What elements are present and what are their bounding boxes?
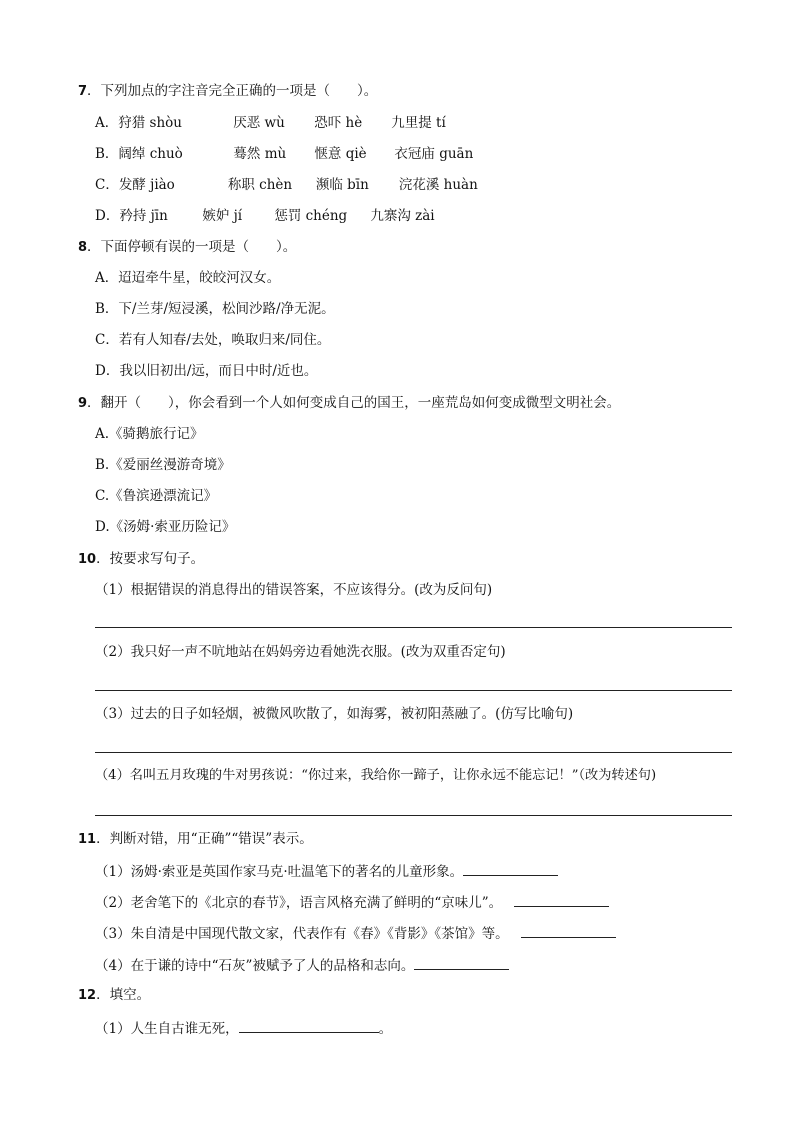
option-term: 九里提 tí	[391, 115, 446, 131]
question-text: ．按要求写句子。	[96, 551, 205, 567]
q8-option-c: C．若有人知春/去处，唤取归来/同住。	[95, 332, 331, 348]
question-7-stem	[78, 82, 377, 101]
question-12-stem	[78, 986, 150, 1005]
statement-text: （3）朱自清是中国现代散文家，代表作有《春》《背影》《茶馆》等。	[95, 926, 513, 942]
q8-option-a: A．迢迢牵牛星，皎皎河汉女。	[95, 270, 281, 286]
answer-blank[interactable]	[514, 892, 609, 907]
option-letter: A．	[95, 115, 119, 131]
question-number: 9	[78, 396, 88, 411]
statement-text: （2）老舍笔下的《北京的春节》，语言风格充满了鲜明的“京味儿”。	[95, 895, 507, 911]
option-letter: B．	[95, 146, 119, 162]
q7-option-d	[95, 207, 435, 225]
option-term: 矜持 jīn	[119, 208, 168, 224]
answer-blank[interactable]	[414, 955, 509, 970]
answer-blank[interactable]	[239, 1018, 379, 1033]
option-term: 发酵 jiào	[118, 177, 175, 193]
q11-item-1	[95, 861, 558, 881]
q9-option-a: A.《骑鹅旅行记》	[95, 426, 204, 442]
option-term: 九寨沟 zài	[370, 208, 435, 224]
option-term: 惩罚 chéng	[274, 208, 348, 224]
q10-item-2: （2）我只好一声不吭地站在妈妈旁边看她洗衣服。(改为双重否定句)	[95, 644, 506, 660]
q11-item-3	[95, 923, 616, 943]
option-term: 浣花溪 huàn	[398, 177, 478, 193]
question-9-stem	[78, 394, 620, 413]
q9-option-d: D.《汤姆·索亚历险记》	[95, 519, 236, 535]
option-term: 狩猎 shòu	[118, 115, 182, 131]
question-10-stem	[78, 550, 204, 569]
q11-item-4	[95, 955, 509, 975]
option-term: 惬意 qiè	[314, 146, 367, 162]
answer-line[interactable]	[95, 752, 732, 753]
answer-blank[interactable]	[463, 861, 558, 876]
q7-option-c	[95, 176, 478, 194]
question-8-stem	[78, 238, 296, 257]
option-letter: D．	[95, 208, 120, 224]
question-text: ．填空。	[96, 987, 151, 1003]
question-number: 10	[78, 552, 97, 567]
question-text: ．下列加点的字注音完全正确的一项是（ ）。	[87, 83, 378, 99]
option-term: 厌恶 wù	[233, 115, 285, 131]
answer-line[interactable]	[95, 627, 732, 628]
answer-blank[interactable]	[521, 923, 616, 938]
option-term: 濒临 bīn	[315, 177, 369, 193]
option-term: 衣冠庙 guān	[394, 146, 474, 162]
option-term: 称职 chèn	[227, 177, 293, 193]
question-number: 12	[78, 988, 97, 1003]
q10-item-4: （4）名叫五月玫瑰的牛对男孩说：“你过来，我给你一蹄子，让你永远不能忘记！”（改为转述句)	[95, 768, 657, 783]
q11-item-2	[95, 892, 609, 912]
option-term: 恐吓 hè	[314, 115, 363, 131]
q7-option-a	[95, 114, 446, 132]
q10-item-3: （3）过去的日子如轻烟，被微风吹散了，如海雾，被初阳蒸融了。(仿写比喻句)	[95, 706, 574, 722]
answer-line[interactable]	[95, 690, 732, 691]
question-number: 8	[78, 240, 88, 255]
question-number: 11	[78, 832, 97, 847]
fill-in-suffix: 。	[378, 1021, 393, 1037]
option-term: 嫉妒 jí	[202, 208, 243, 224]
option-term: 阔绰 chuò	[118, 146, 183, 162]
question-text: ．翻开（ ），你会看到一个人如何变成自己的国王，一座荒岛如何变成微型文明社会。	[87, 395, 621, 411]
question-11-stem	[78, 830, 313, 849]
q7-option-b	[95, 145, 473, 163]
q12-item-1	[95, 1018, 392, 1038]
question-text: ．下面停顿有误的一项是（ ）。	[87, 239, 297, 255]
question-text: ．判断对错，用“正确”“错误”表示。	[96, 831, 313, 847]
q8-option-d: D．我以旧初出/远，而日中时/近也。	[95, 363, 318, 379]
fill-in-prefix: （1）人生自古谁无死，	[95, 1021, 239, 1037]
q10-item-1: （1）根据错误的消息得出的错误答案，不应该得分。(改为反问句)	[95, 582, 493, 598]
q9-option-c: C.《鲁滨逊漂流记》	[95, 488, 218, 504]
q9-option-b: B.《爱丽丝漫游奇境》	[95, 457, 231, 473]
question-number: 7	[78, 84, 88, 99]
statement-text: （1）汤姆·索亚是英国作家马克·吐温笔下的著名的儿童形象。	[95, 864, 464, 880]
option-term: 蓦然 mù	[233, 146, 287, 162]
statement-text: （4）在于谦的诗中“石灰”被赋予了人的品格和志向。	[95, 958, 415, 974]
q8-option-b: B．下/兰芽/短浸溪，松间沙路/净无泥。	[95, 301, 335, 317]
option-letter: C．	[95, 177, 119, 193]
answer-line[interactable]	[95, 815, 732, 816]
